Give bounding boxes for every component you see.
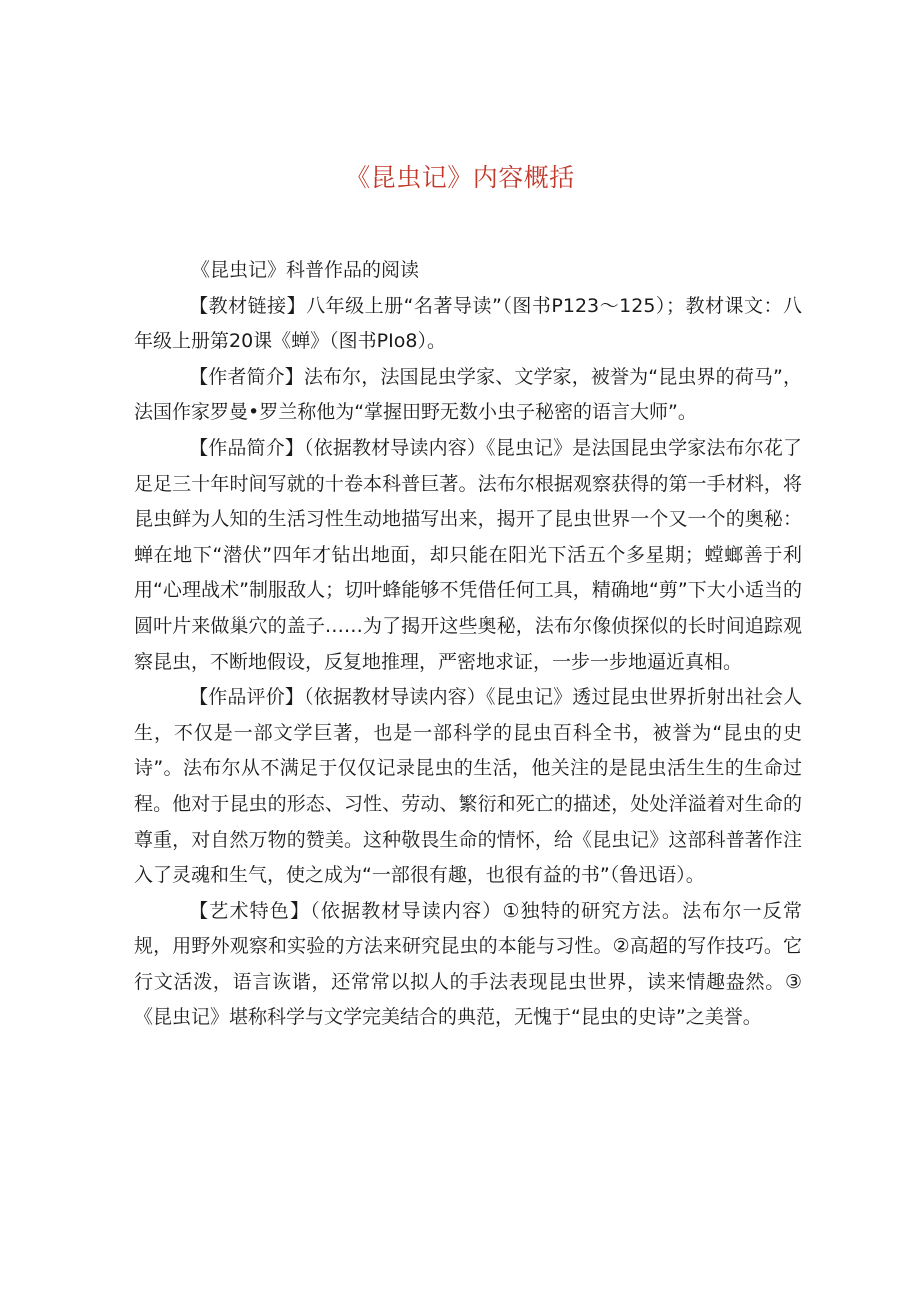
art-features-paragraph: 【艺术特色】（依据教材导读内容）①独特的研究方法。法布尔一反常规，用野外观察和实验的方法来研究昆虫的本能与习性。②高超的写作技巧。它行文活泼，语言诙谐，还常常以拟人的手法表现昆虫世界，读来情趣盎然。③《昆虫记》堪称科学与文学完美结合的典范，无愧于“昆虫的史诗”之美誉。 <box>134 899 802 1029</box>
work-review-paragraph: 【作品评价】（依据教材导读内容）《昆虫记》透过昆虫世界折射出社会人生，不仅是一部文学巨著，也是一部科学的昆虫百科全书，被誉为“昆虫的史诗”。法布尔从不满足于仅仅记录昆虫的生活，他关注的是昆虫活生生的生命过程。他对于昆虫的形态、习性、劳动、繁衍和死亡的描述，处处洋溢着对生命的尊重，对自然万物的赞美。这种敬畏生命的情怀，给《昆虫记》这部科普著作注入了灵魂和生气，使之成为“一部很有趣，也很有益的书”（鲁迅语）。 <box>134 686 802 887</box>
author-intro-paragraph: 【作者简介】法布尔，法国昆虫学家、文学家，被誉为“昆虫界的荷马”，法国作家罗曼•罗兰称他为“掌握田野无数小虫子秘密的语言大师”。 <box>134 365 802 424</box>
section-heading: 《昆虫记》科普作品的阅读 <box>191 259 420 281</box>
document-body <box>134 253 802 1036</box>
textbook-link-paragraph: 【教材链接】八年级上册“名著导读”（图书P123～125）；教材课文：八年级上册第20课《蝉》（图书PIo8）。 <box>134 294 802 353</box>
work-intro-paragraph: 【作品简介】（依据教材导读内容）《昆虫记》是法国昆虫学家法布尔花了足足三十年时间写就的十卷本科普巨著。法布尔根据观察获得的第一手材料，将昆虫鲜为人知的生活习性生动地描写出来，揭开了昆虫世界一个又一个的奥秘：蝉在地下“潜伏”四年才钻出地面，却只能在阳光下活五个多星期；螳螂善于利用“心理战术”制服敌人；切叶蜂能够不凭借任何工具，精确地“剪”下大小适当的圆叶片来做巢穴的盖子……为了揭开这些奥秘，法布尔像侦探似的长时间追踪观察昆虫，不断地假设，反复地推理，严密地求证，一步一步地逼近真相。 <box>134 436 802 673</box>
document-title: 《昆虫记》内容概括 <box>345 163 575 192</box>
